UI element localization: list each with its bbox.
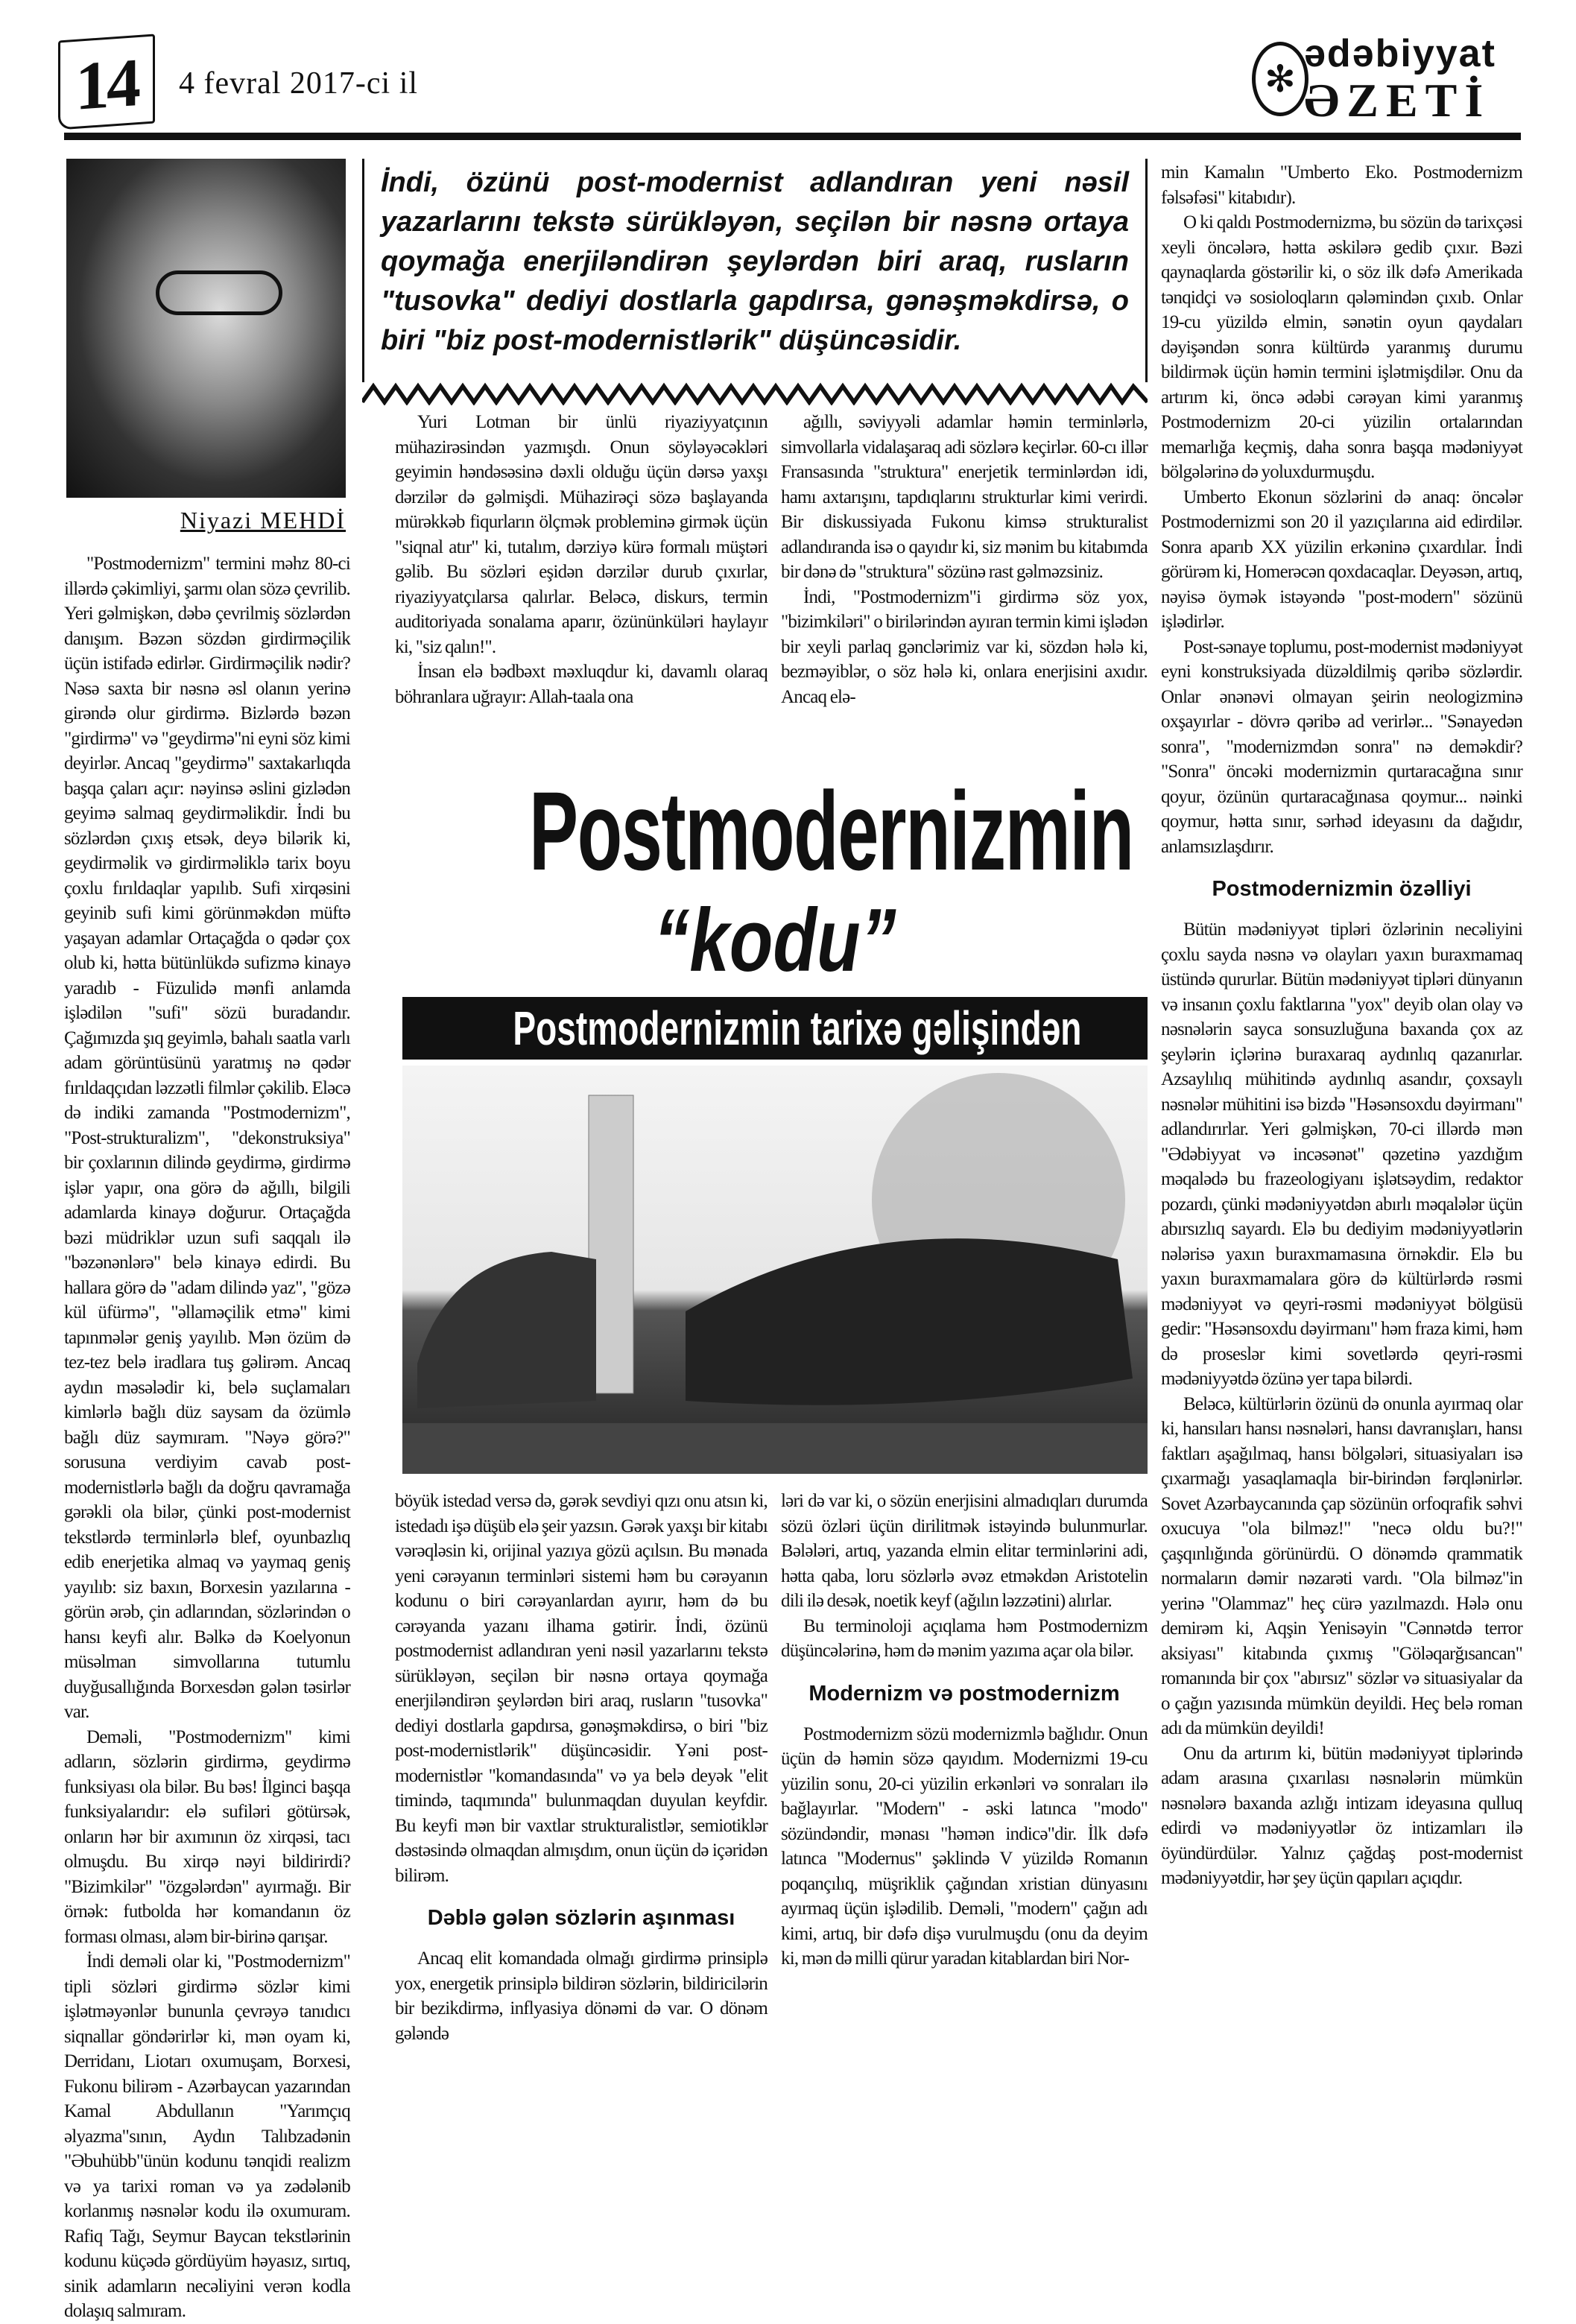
paragraph: Yuri Lotman bir ünlü riyaziyyatçının mühazirəsindən yazmışdı. Onun söyləyəcəkləri geyimin həndəsəsinə dəxli olduğu üçün dərsə yaxşı dərzilər də gəlmişdi. Mühazirəçi sözə başlayanda mürəkkəb fiqurların ölçmək probleminə girmək üçün "siqnal atır" ki, tutalım, dərziyə kürə formalı müştəri gəlib. Bu sözləri eşidən dərzilər durub çıxırlar, riyaziyyatçılarsa qalırlar. Beləcə, diskurs, termin auditoriyada sonalama aparır, özününküləri haylayır ki, "siz qalın!". bbox=[395, 412, 768, 657]
article-subtitle bbox=[402, 997, 1148, 1060]
column-2-bottom bbox=[395, 1489, 768, 2046]
article-photo-building bbox=[402, 1066, 1148, 1474]
paragraph: O ki qaldı Postmodernizmə, bu sözün də tarixçəsi xeyli öncələrə, hətta əskilərə gedib çıxır. Bəzi qaynaqlarda göstərilir ki, o söz ilk dəfə Amerikada tənqidçi və sosioloqların qələmindən çıxıb. Onlar 19-cu yüzildə elmin, sənətin oyun qaydaları dəyişəndən sonra kültürdə yaranmış durumu bildirmək üçün həmin termini işlətmişdilər. Onu da artırım ki, öncə ədəbi cərəyan kimi yaranmış Postmodernizm 20-ci yüzilin ortalarından memarlığa keçmiş, daha sonra başqa mədəniyyət bölgələrinə də yoluxdurmuşdu. bbox=[1161, 212, 1522, 482]
pull-quote: İndi, özünü post-modernist adlandıran yeni nəsil yazarlarını tekstə sürükləyən, seçilən bir nəsnə ortaya qoymağa enerjiləndirən şeylərdən biri araq, rusların "tusovka" dediyi dostlarla gapdırsa, gənəşməkdirsə, o biri "biz post-modernistlərik" düşüncəsidir. bbox=[362, 159, 1148, 382]
column-2-top bbox=[395, 410, 768, 709]
header-rule bbox=[64, 133, 1521, 140]
article-title: Postmodernizmin bbox=[529, 768, 1133, 893]
subtitle-text: Postmodernizmin tarixə gəlişindən bbox=[513, 1001, 1082, 1055]
section-heading: Modernizm və postmodernizm bbox=[808, 1681, 1120, 1706]
compass-emblem-icon: ✻ bbox=[1252, 42, 1308, 116]
logo-line1: ədəbiyyat bbox=[1304, 32, 1496, 75]
paragraph: Ancaq elit komandada olmağı girdirmə prinsiplə yox, energetik prinsiplə bildirən sözlərin, bildiricilərin bir bezikdirmə, inflyasiya dönəmi də var. O dönəm gələndə bbox=[395, 1948, 768, 2044]
paragraph: Umberto Ekonun sözlərini də anaq: öncələr Postmodernizmi son 20 il yazıçılarına aid edirdilər. Sonra aparıb XX yüzilin erkəninə çıxardılar. İndi görürəm ki, Homerəcən qoxdacaqlar. Deyəsən, artıq, nəyisə öymək istəyəndə "post-modern" sözünü işlədirlər. bbox=[1161, 487, 1522, 632]
paragraph: Post-sənaye toplumu, post-modernist mədəniyyət eyni konstruksiyada düzəldilmiş qəribə sözlərdir. Onlar ənənəvi olmayan şeirin neologizminə oxşayırlar - dövrə qəribə ad verirlər... "Sənayedən sonra", "modernizmdən sonra" nə deməkdir? "Sonra" öncəki modernizmin qurtaracağına sınır qoyur, özünün qurtaracağınasa qoymur... nəinki qoymur, hətta sınır, sərhəd ideyasını da dağıdır, anlamsızlaşdırır. bbox=[1161, 636, 1522, 857]
paragraph: İnsan elə bədbəxt məxluqdur ki, davamlı olaraq böhranlara uğrayır: Allah-taala ona bbox=[395, 662, 768, 707]
page-number: 14 bbox=[58, 34, 155, 130]
paragraph: ağıllı, səviyyəli adamlar həmin terminlərlə, simvollarla vidalaşaraq adi sözlərə keçirlər. 60-cı illər Fransasında "struktura" enerjetik terminlərdən idi, hamı axtarışını, tapdıqlarını strukturlar kimi verirdi. Bir diskussiyada Fukonu kimsə strukturalist adlandıranda isə o qayıdır ki, siz mənim bu kitabımda bir dənə də "struktura" sözünə rast gəlməzsiniz. bbox=[781, 412, 1148, 582]
article-title-kodu: “kodu” bbox=[653, 890, 896, 990]
author-photo bbox=[66, 159, 346, 498]
paragraph: "Postmodernizm" termini məhz 80-ci illərdə çəkimliyi, şarmı olan sözə çevrilib. Yeri gəlmişkən, dəbə çevrilmiş sözlərdən danışım. Bəzən sözdən girdirməçilik üçün istifadə edirlər. Girdirməçilik nədir? Nəsə saxta bir nəsnə əsl olanın yerinə girəndə olur girdirmə. Bizlərdə bəzən "girdirmə" və "geydirmə"ni eyni söz kimi deyirlər. Ancaq "geydirmə" saxtakarlıqda başqa çaları açır: nəyinsə əslini gizlədən geyimə salmaq geydirməlikdir. İndi bu sözlərdən çıxış etsək, deyə bilərik ki, geydirməlik və girdirməliklə tarix boyu çoxlu fırıldaqlar yapılıb. Sufi xirqəsini geyinib sufi kimi görünməkdən müftə yaşayan adamlar Ortaçağda o qədər çox olub ki, hətta bütünlükdə sufizmə kinayə yaradıb - Füzulidə mənfi anlamda işlədilən "sufi" sözü buradandır. Çağımızda şıq geyimlə, bahalı saatla varlı adam görüntüsünü yaratmış nə qədər fırıldaqçıdan ləzzətli filmlər çəkilib. Eləcə də indiki zamanda "Postmodernizm", "Post-strukturalizm", "dekonstruksiya" bir çoxlarının dilində geydirmə, girdirmə işlər yapır, ona görə də ağıllı, bilgili adamlarda kinayə doğurur. Ortaçağda bəzi müdriklər uzun sufi saqqalı ilə "bəzənənlərə" belə kinayə edirdi. Bu hallara görə də "adam dilində yaz", "gözə kül üfürmə", "əllaməçilik etmə" kimi tapınmələr geniş yayılıb. Mən özüm də tez-tez belə iradlara tuş gəlirəm. Ancaq aydın məsələdir ki, belə suçlamaları kimlərlə bağlı düz saysam da özümlə bağlı düz saymıram. "Nəyə görə?" sorusuna verdiyim cavab post-modernistlərlə bağlı da doğru qavramağa gərəkli ola bilər, çünki post-modernist tekstlərdə terminlərlə blef, oyunbazlıq edib enerjetika almaq və yaymaq geniş yayılıb: siz baxın, Borxesin yazılarına - görün ərəb, çin adlarından, sözlərindən o hansı keyfi alır. Bəlkə də Koelyonun müsəlman simvollarına tutumlu duyğusallığında Borxesdən gələn təsirlər var. bbox=[64, 554, 350, 1722]
issue-date: 4 fevral 2017-ci il bbox=[179, 66, 419, 101]
paragraph: Postmodernizm sözü modernizmlə bağlıdır. Onun üçün də həmin sözə qayıdım. Modernizmi 19-cu yüzilin sonu, 20-ci yüzilin erkənləri və sonraları ilə bağlayırlar. "Modern" - əski latınca "modo" sözündəndir, mənası "həmən indicə"dir. İlk dəfə latınca "Modernus" şəklində V yüzildə Romanın poqançılıq, müşriklik çağından xristian dünyasını ayırmaq üçün işlədilib. Deməli, "modern" çağın adı kimi, artıq, bir dəfə dişə vurulmuşdu (onu da deyim ki, mən də milli qürur yaradan kitablardan biri Nor- bbox=[781, 1723, 1148, 1969]
logo-line2: ƏZETİ bbox=[1304, 74, 1491, 127]
column-3-top bbox=[781, 410, 1148, 709]
column-1 bbox=[64, 551, 350, 2324]
section-heading: Dəblə gələn sözlərin aşınması bbox=[427, 1906, 735, 1930]
paragraph: Deməli, "Postmodernizm" kimi adların, sözlərin girdirmə, geydirmə funksiyası ola bilər. Bu bəs! İlginci başqa funksiyalarıdır: elə sufiləri götürsək, onların hər bir axımının öz xirqəsi, tacı olmuşdu. Bu xirqə nəyi bildirirdi? "Bizimkilər" "özgələrdən" ayırmağı. Bir örnək: futbolda hər komandanın öz forması olması, aləm bir-birinə qarışar. bbox=[64, 1726, 350, 1947]
column-4 bbox=[1161, 160, 1522, 1891]
paragraph: Bu terminoloji açıqlama həm Postmodernizm düşüncələrinə, həm də mənim yazıma açar ola bilər. bbox=[781, 1615, 1148, 1661]
paragraph: Beləcə, kültürlərin özünü də onunla ayırmaq olar ki, hansıları hansı nəsnələri, hansı davranışları, hansı faktları aşağılmaq, hansı bölgələri, situasiyaları isə çıxarmağı yasaqlamaqla bir-birindən fərqlənirlər. Sovet Azərbaycanında çap sözünün orfoqrafik səhvi oxucuya "ola bilməz!" "necə oldu bu?!" çaşqınlığında görünürdü. O dönəmdə qrammatik normaların dəmir nəzarəti vardı. "Ola bilməz"in yerinə "Olammaz" heç cürə yazılmazdı. Hələ onu demirəm ki, Aqşin Yenisəyin "Cənnətdə terror aksiyası" kitabında çıxmış "Göləqarğısancan" romanında bir çox "abırsız" sözlər və situasiyalar da o çağın yazısında mümkün deyildi. Heç belə roman adı da mümkün deyildi! bbox=[1161, 1393, 1522, 1738]
paragraph: İndi, "Postmodernizm"i girdirmə söz yox, "bizimkiləri" o birilərindən ayıran termin kimi işlədən bir xeyli parlaq gənclərimiz var ki, sözdən hələ ki, bezməyiblər, o söz hələ ki, onlara enerjisini axıdır. Ancaq elə- bbox=[781, 586, 1148, 707]
author-name: Niyazi MEHDİ bbox=[180, 507, 346, 533]
column-3-bottom bbox=[781, 1489, 1148, 1972]
section-heading: Postmodernizmin özəlliyi bbox=[1212, 877, 1472, 901]
newspaper-logo bbox=[1252, 31, 1550, 128]
paragraph: böyük istedad versə də, gərək sevdiyi qızı onu atsın ki, istedadı işə düşüb elə şeir yazsın. Gərək yaxşı bir kitabı vərəqləsin ki, orijinal yazıya gözü açılsın. Bu mənada yeni cərəyanın terminləri sistemi həm bu cərəyanın kodunu o biri cərəyanlardan ayırır, həm də bu cərəyanda yazanı ilhama gətirir. İndi, özünü postmodernist adlandıran yeni nəsil yazarlarını tekstə sürükləyən, seçilən bir nəsnə ortaya qoymağa enerjiləndirən şeylərdən biri araq, rusların "tusovka" dediyi dostlarla gapdırsa, gənəşməkdirsə, o biri "biz post-modernistlərik" düşüncəsidir. Yəni post-modernistlər "komandasında" və ya belə deyək "elit timində, taqımında" bulunmaqdan duyulan keyfdir. Bu keyfi mən bir vaxtlar strukturalistlər, semiotiklər dəstəsində olmaqdan almışdım, onun üçün də içəridən bilirəm. bbox=[395, 1491, 768, 1886]
paragraph: ləri də var ki, o sözün enerjisini almadıqları durumda sözü özləri üçün dirilitmək istəyində bulunmurlar. Bələləri, artıq, yazanda elmin elitar terminlərini adi, hətta qaba, loru sözlərlə əvəz etməkdən Aristotelin dili ilə desək, noetik keyf (ağılın ləzzətini) alırlar. bbox=[781, 1491, 1148, 1611]
paragraph: Bütün mədəniyyət tipləri özlərinin necəliyini çoxlu sayda nəsnə və olayları yaxın buraxmamaq üstündə qururlar. Bütün mədəniyyət tipləri dünyanın və insanın çoxlu faktlarına "yox" deyib olan olay və nəsnələrin sayca sonsuzluğuna baxanda çox az şeylərin içlərinə buraxaraq aydınlıq qazanırlar. Azsaylılıq mühitində aydınlıq asandır, çoxsaylı nəsnələr mühitini isə bizdə "Həsənsoxdu dəyirmanı" adlandırırlar. Yeri gəlmişkən, 70-ci illərdə mən "Ədəbiyyat və incəsənət" qəzetinə yazdığım məqalədə bu frazeologiyanı işlətsəydim, redaktor pozardı, çünki mədəniyyətdən abırlı məqalələr üçün abırsızlıq sayardı. Elə bu dediyim mədəniyyətlərin nələrisə yaxın buraxmamasına örnəkdir. Elə bu yaxın buraxmamalara görə də kültürlərdə rəsmi mədəniyyət və qeyri-rəsmi mədəniyyət bölgüsü gedir: "Həsənsoxdu dəyirmanı" həm fraza kimi, həm də proseslər kimi sovetlərdə qeyri-rəsmi mədəniyyətdə özünə yer tapa bilərdi. bbox=[1161, 919, 1522, 1389]
paragraph: İndi deməli olar ki, "Postmodernizm" tipli sözləri girdirmə sözlər kimi işlətməyənlər bununla çevrəyə tanıdıcı siqnallar göndərirlər ki, mən oyam ki, Derridanı, Liotarı oxumuşam, Borxesi, Fukonu bilirəm - Azərbaycan yazarından Kamal Abdullanın "Yarımçıq əlyazma"sının, Aydın Talıbzadənin "Əbuhübb"ünün kodunu tənqidi realizm və ya tarixi roman və ya zədələnib korlanmış nəsnələr kodu ilə oxumuram. Rafiq Tağı, Seymur Baycan tekstlərinin kodunu küçədə gördüyüm həyasız, sırtıq, sinik adamların necəliyini verən kodla dolaşıq salmıram. bbox=[64, 1951, 350, 2321]
zigzag-divider bbox=[362, 380, 1148, 405]
paragraph: min Kamalın "Umberto Eko. Postmodernizm fəlsəfəsi" kitabıdır). bbox=[1161, 162, 1522, 208]
paragraph: Onu da artırım ki, bütün mədəniyyət tiplərində adam arasına çıxarılası nəsnələrin mümkün nəsnələrə baxanda azlığı intizam ideyasına qulluq edirdi və mədəniyyətlər öz intizamları ilə öyündürdülər. Yalnız çağdaş post-modernist mədəniyyətdir, hər şey üçün qapıları açıqdır. bbox=[1161, 1743, 1522, 1888]
